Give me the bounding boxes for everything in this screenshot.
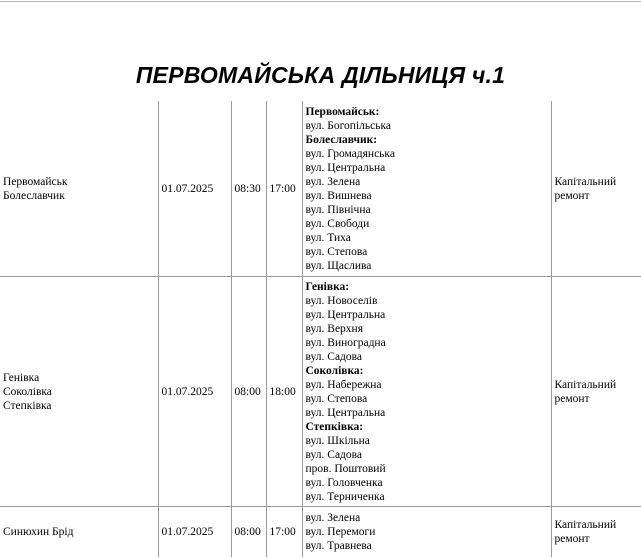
street-name: вул. Садова [305, 350, 363, 363]
street-name: вул. Новоселів [305, 294, 378, 307]
table-row [0, 507, 641, 558]
street-name: вул. Садова [305, 448, 363, 461]
start-time-cell: 08:00 [231, 277, 266, 507]
street-name: вул. Травнева [305, 540, 372, 552]
table-row [0, 277, 641, 507]
start-time-cell: 08:30 [231, 101, 266, 277]
date-cell: 01.07.2025 [158, 101, 231, 277]
locality-name: Генівка [3, 371, 40, 384]
street-name: вул. Шкільна [305, 434, 370, 447]
streets-cell [302, 277, 551, 507]
end-time-cell: 17:00 [266, 507, 302, 558]
end-time-cell: 17:00 [266, 101, 302, 277]
street-name: вул. Степова [305, 245, 368, 258]
reason-cell [551, 507, 641, 558]
street-name: вул. Зелена [305, 175, 361, 188]
street-name: вул. Набережна [305, 378, 382, 391]
settlement-heading: Степківка: [305, 420, 364, 433]
street-name: вул. Центральна [305, 406, 386, 419]
reason-cell [551, 101, 641, 277]
locality-name: Синюхин Брід [3, 526, 74, 538]
page-title: ПЕРВОМАЙСЬКА ДІЛЬНИЦЯ ч.1 [135, 62, 506, 88]
street-name: вул. Верхня [305, 322, 363, 335]
reason-text: Капітальний [554, 175, 617, 188]
settlement-heading: Первомайськ: [305, 105, 380, 118]
street-name: вул. Тиха [305, 231, 351, 244]
date-cell: 01.07.2025 [158, 277, 231, 507]
street-name: вул. Богопільська [305, 119, 392, 132]
outage-schedule-table [0, 101, 641, 557]
localities-cell [0, 277, 158, 507]
settlement-heading: Генівка: [305, 280, 350, 293]
street-name: вул. Щаслива [305, 259, 372, 272]
street-name: пров. Поштовий [305, 462, 386, 475]
date-cell: 01.07.2025 [158, 507, 231, 558]
reason-text: ремонт [554, 392, 590, 405]
street-name: вул. Терниченка [305, 490, 385, 503]
localities-cell [0, 507, 158, 558]
street-name: вул. Північна [305, 203, 371, 216]
end-time-cell: 18:00 [266, 277, 302, 507]
street-name: вул. Виноградна [305, 336, 386, 349]
street-name: вул. Свободи [305, 217, 370, 230]
reason-text: ремонт [554, 189, 590, 202]
street-name: вул. Зелена [305, 512, 361, 524]
settlement-heading: Болеславчик: [305, 133, 378, 146]
localities-cell [0, 101, 158, 277]
streets-cell [302, 507, 551, 558]
reason-text: Капітальний [554, 519, 617, 531]
street-name: вул. Вишнева [305, 189, 372, 202]
locality-name: Степківка [3, 399, 52, 412]
street-name: вул. Центральна [305, 161, 386, 174]
top-divider [0, 1, 641, 2]
start-time-cell: 08:00 [231, 507, 266, 558]
street-name: вул. Центральна [305, 308, 386, 321]
street-name: вул. Головченка [305, 476, 383, 489]
reason-cell [551, 277, 641, 507]
street-name: вул. Громадянська [305, 147, 395, 160]
streets-cell [302, 101, 551, 277]
locality-name: Первомайськ [3, 175, 68, 188]
reason-text: ремонт [554, 533, 590, 545]
street-name: вул. Степова [305, 392, 368, 405]
table-row [0, 101, 641, 277]
locality-name: Болеславчик [3, 189, 65, 202]
reason-text: Капітальний [554, 378, 617, 391]
locality-name: Соколівка [3, 385, 52, 398]
street-name: вул. Перемоги [305, 526, 376, 538]
settlement-heading: Соколівка: [305, 364, 364, 377]
